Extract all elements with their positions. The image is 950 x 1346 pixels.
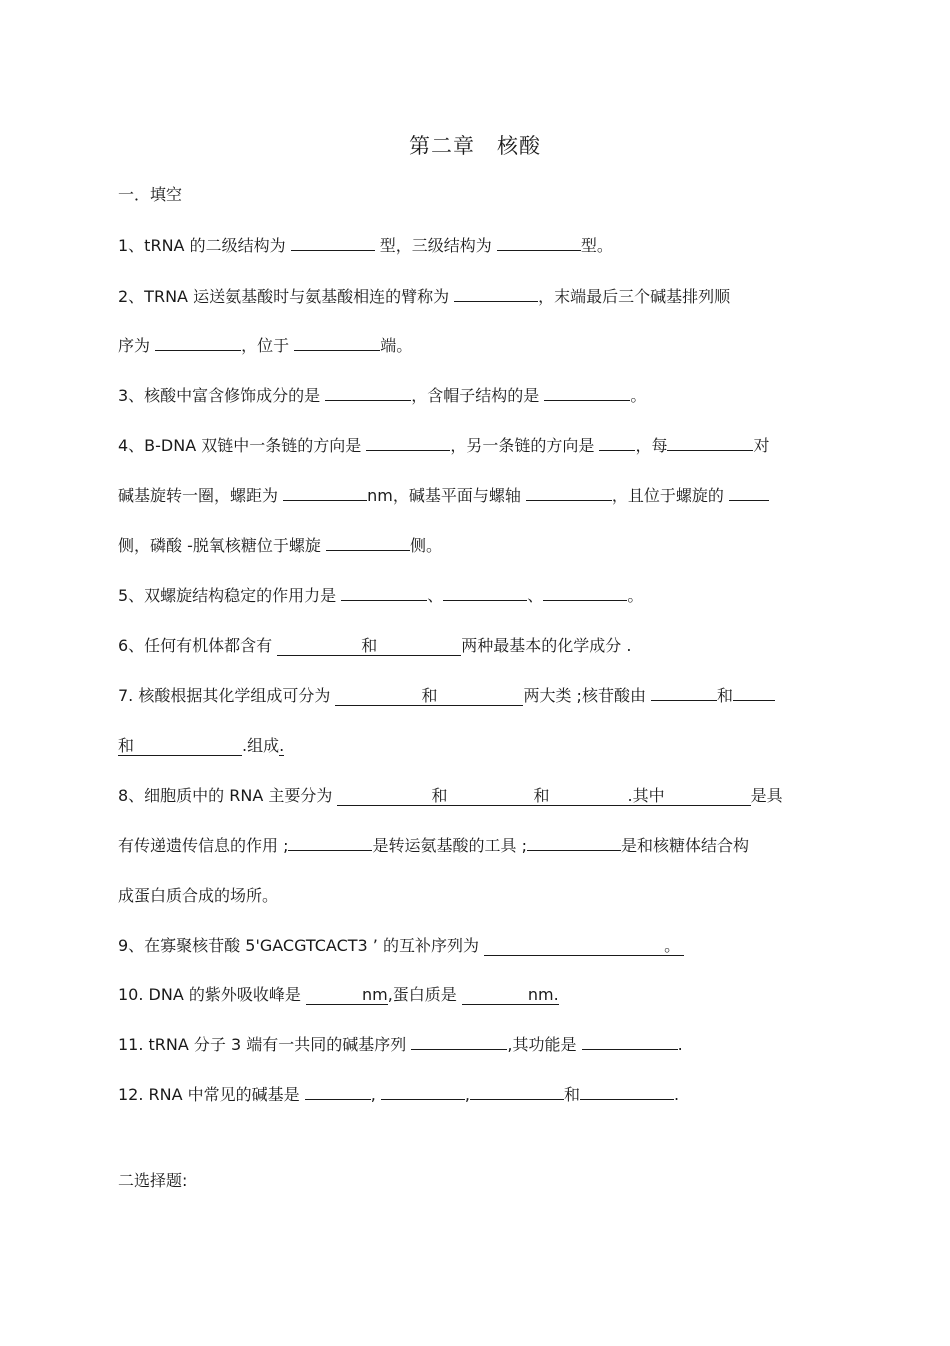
question-7-cont: 和 .组成. xyxy=(118,736,285,755)
blank[interactable] xyxy=(729,483,769,501)
section-fill-blank: 一．填空 xyxy=(118,185,183,204)
blank[interactable] xyxy=(527,833,621,851)
blank[interactable]: nm. xyxy=(462,985,559,1005)
question-8-cont: 有传递遗传信息的作用 ; 是转运氨基酸的工具 ; 是和核糖体结合构 xyxy=(118,833,834,856)
question-10: 10. DNA 的紫外吸收峰是 nm,蛋白质是 nm. xyxy=(118,985,559,1004)
blank[interactable] xyxy=(291,233,375,251)
blank[interactable] xyxy=(326,533,410,551)
blank[interactable] xyxy=(288,833,372,851)
blank[interactable] xyxy=(325,383,411,401)
question-2-cont: 序为 ，位于 端。 xyxy=(118,333,834,356)
question-6: 6、任何有机体都含有 和 两种最基本的化学成分 . xyxy=(118,636,632,655)
section-multiple-choice: 二选择题: xyxy=(118,1171,188,1190)
blank-pair[interactable]: 和 xyxy=(335,686,523,706)
blank[interactable] xyxy=(733,683,775,701)
question-4-cont: 碱基旋转一圈，螺距为 nm，碱基平面与螺轴 ，且位于螺旋的 xyxy=(118,483,834,506)
question-4-cont2: 侧，磷酸 -脱氧核糖位于螺旋 侧。 xyxy=(118,533,834,556)
blank[interactable] xyxy=(544,383,630,401)
blank[interactable] xyxy=(305,1082,371,1100)
blank[interactable] xyxy=(667,433,753,451)
blank[interactable]: 。 xyxy=(484,936,684,956)
question-7: 7. 核酸根据其化学组成可分为 和 两大类 ;核苷酸由 和 xyxy=(118,683,834,706)
question-9: 9、在寡聚核苷酸 5'GACGTCACT3 ’ 的互补序列为 。 xyxy=(118,933,834,956)
blank[interactable] xyxy=(651,683,717,701)
question-8: 8、细胞质中的 RNA 主要分为 和 和 .其中 是具 xyxy=(118,786,783,805)
blank[interactable] xyxy=(582,1032,678,1050)
question-2: 2、TRNA 运送氨基酸时与氨基酸相连的臂称为 ，末端最后三个碱基排列顺 xyxy=(118,284,834,307)
blank[interactable] xyxy=(526,483,612,501)
blank-triple[interactable]: 和 和 .其中 xyxy=(337,786,750,806)
blank[interactable]: 和 xyxy=(118,736,242,756)
blank[interactable] xyxy=(155,333,241,351)
blank[interactable] xyxy=(599,433,635,451)
question-1: 1、tRNA 的二级结构为 型，三级结构为 型。 xyxy=(118,233,834,256)
blank[interactable] xyxy=(411,1032,507,1050)
page-title: 第二章 核酸 xyxy=(409,134,541,158)
blank[interactable] xyxy=(580,1082,674,1100)
blank-pair[interactable]: 和 xyxy=(277,636,461,656)
question-4: 4、B-DNA 双链中一条链的方向是 ，另一条链的方向是 ，每 对 xyxy=(118,433,834,456)
blank[interactable] xyxy=(543,583,627,601)
blank[interactable] xyxy=(366,433,450,451)
blank[interactable]: nm xyxy=(306,985,388,1005)
question-11: 11. tRNA 分子 3 端有一共同的碱基序列 ,其功能是 . xyxy=(118,1032,834,1055)
question-5: 5、双螺旋结构稳定的作用力是 、 、 。 xyxy=(118,583,834,606)
question-12: 12. RNA 中常见的碱基是 , , 和 . xyxy=(118,1082,834,1105)
blank[interactable] xyxy=(470,1082,564,1100)
blank[interactable] xyxy=(341,583,427,601)
blank[interactable] xyxy=(443,583,527,601)
blank[interactable] xyxy=(283,483,367,501)
blank[interactable] xyxy=(381,1082,465,1100)
blank[interactable] xyxy=(454,284,538,302)
question-8-cont2: 成蛋白质合成的场所。 xyxy=(118,886,279,905)
blank[interactable] xyxy=(497,233,581,251)
blank[interactable] xyxy=(294,333,380,351)
question-3: 3、核酸中富含修饰成分的是 ，含帽子结构的是 。 xyxy=(118,383,834,406)
